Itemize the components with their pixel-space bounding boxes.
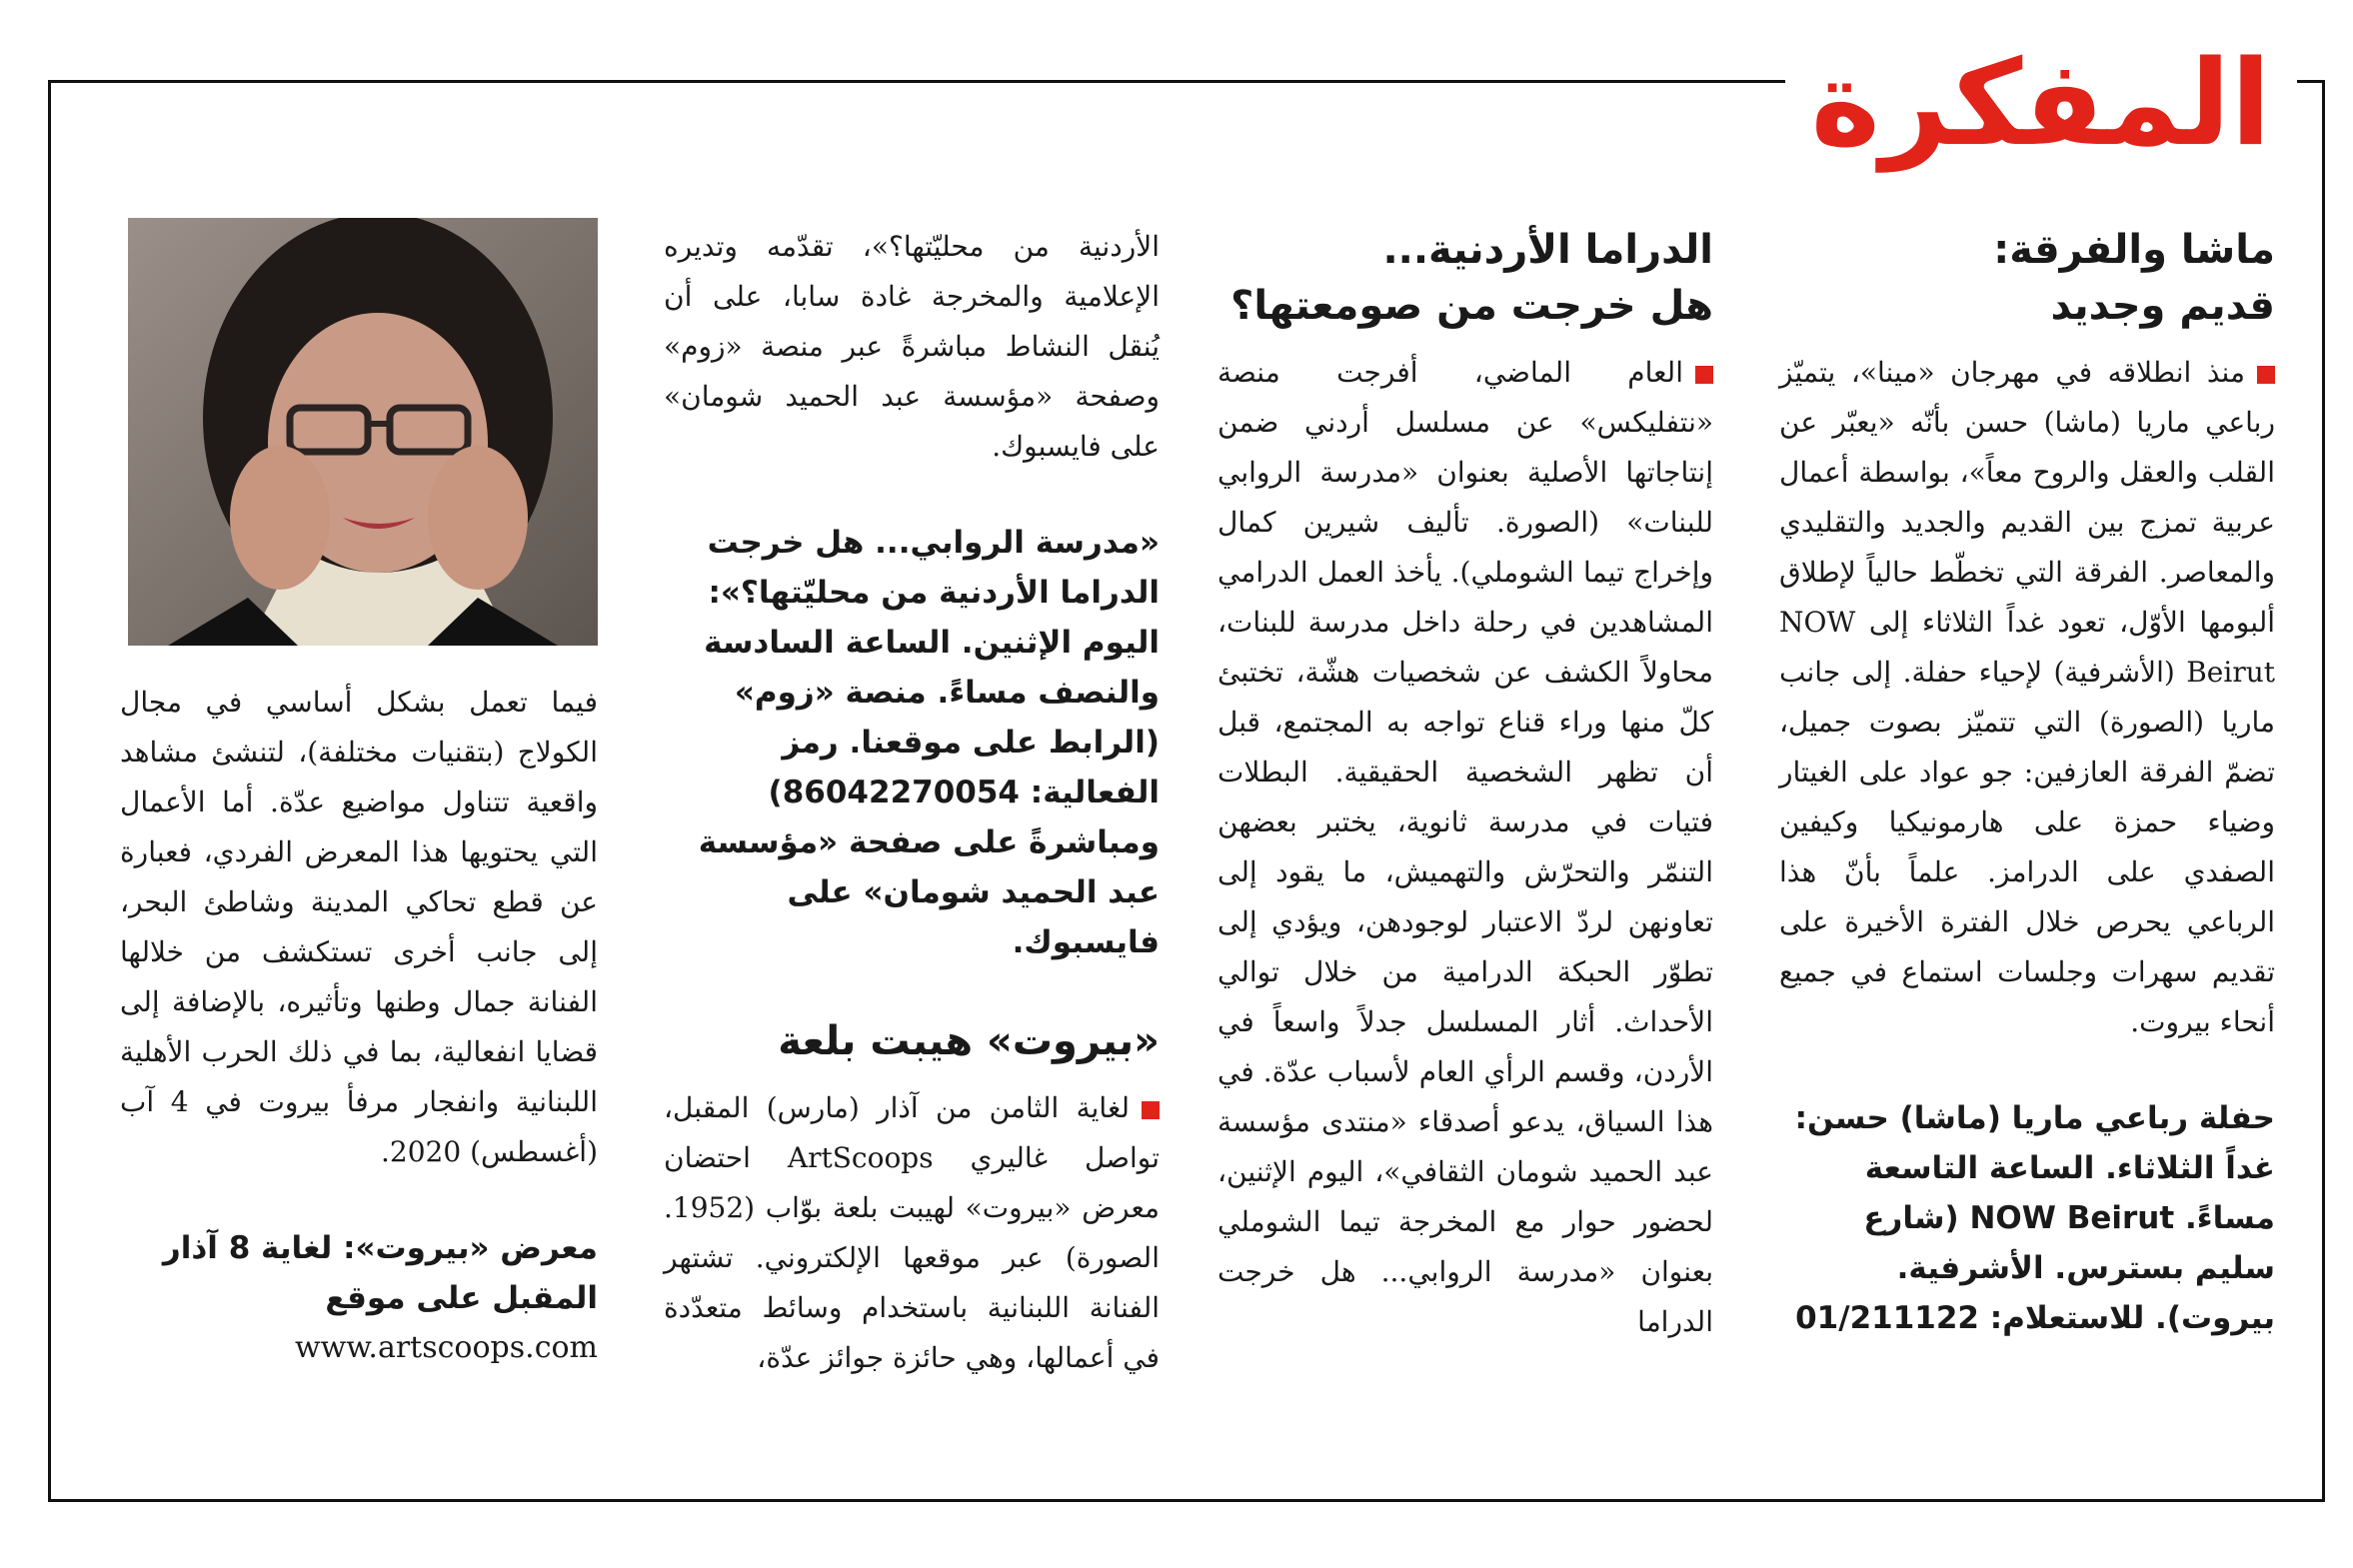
- event-info: معرض «بيروت»: لغاية 8 آذار المقبل على موقع: [162, 1230, 598, 1316]
- column-four: [120, 678, 598, 1373]
- article-body: منذ انطلاقه في مهرجان «مينا»، يتميّز رباعي ماريا (ماشا) حسن بأنّه «يعبّر عن القلب والعقل والروح معاً»، بواسطة أعمال عربية تمزج بين القديم والجديد والتقليدي والمعاصر. الفرقة التي تخطّط حالياً لإطلاق ألبومها الأوّل، تعود غداً الثلاثاء إلى NOW Beirut (الأشرفية) لإحياء حفلة. إلى جانب ماريا (الصورة) التي تتميّز بصوت جميل، تضمّ الفرقة العازفين: جو عواد على الغيتار وضياء حمزة على هارمونيكيا وكيفين الصفدي على الدرامز. علماً بأنّ هذا الرباعي يحرص خلال الفترة الأخيرة على تقديم سهرات وجلسات استماع في جميع أنحاء بيروت.: [1779, 356, 2275, 1038]
- article-headline: «بيروت» هيبت بلعة: [778, 1018, 1160, 1064]
- event-info: «مدرسة الروابي... هل خرجت الدراما الأردنية من محليّتها؟»: اليوم الإثنين. الساعة السادسة والنصف مساءً. منصة «زوم» (الرابط على موقعنا. رمز الفعالية: 86042270054) ومباشرةً على صفحة «مؤسسة عبد الحميد شومان» على فايسبوك.: [698, 525, 1160, 960]
- portrait-photo: [128, 218, 598, 646]
- article-jordan-drama: [1217, 222, 1713, 1347]
- event-info: حفلة رباعي ماريا (ماشا) حسن: غداً الثلاثاء. الساعة التاسعة مساءً. NOW Beirut (شارع سليم بسترس. الأشرفية. بيروت). للاستعلام: 01/211122: [1794, 1100, 2275, 1336]
- red-square-bullet-icon: [1695, 366, 1713, 384]
- article-body: لغاية الثامن من آذار (مارس) المقبل، تواصل غاليري ArtScoops احتضان معرض «بيروت» لهيبت بلعة بوّاب (1952. الصورة) عبر موقعها الإلكتروني. تشتهر الفنانة اللبنانية باستخدام وسائط متعدّدة في أعمالها، وهي حائزة جوائز عدّة،: [664, 1091, 1161, 1374]
- article-masha: [1779, 222, 2275, 1343]
- article-body: العام الماضي، أفرجت منصة «نتفليكس» عن مسلسل أردني ضمن إنتاجاتها الأصلية بعنوان «مدرسة الروابي للبنات» (الصورة. تأليف شيرين كمال وإخراج تيما الشوملي). يأخذ العمل الدرامي المشاهدين في رحلة داخل مدرسة للبنات، محاولاً الكشف عن شخصيات هشّة، تختبئ كلّ منها وراء قناع تواجه به المجتمع، قبل أن تظهر الشخصية الحقيقية. البطلات فتيات في مدرسة ثانوية، يختبر بعضهن التنمّر والتحرّش والتهميش، ما يقود إلى تعاونهن لردّ الاعتبار لوجودهن، ويؤدي إلى تطوّر الحبكة الدرامية من خلال توالي الأحداث. أثار المسلسل جدلاً واسعاً في الأردن، وقسم الرأي العام لأسباب عدّة. في هذا السياق، يدعو أصدقاء «منتدى مؤسسة عبد الحميد شومان الثقافي»، اليوم الإثنين، لحضور حوار مع المخرجة تيما الشوملي بعنوان «مدرسة الروابي... هل خرجت الدراما: [1217, 356, 1713, 1338]
- portrait-photo-icon: [128, 218, 598, 646]
- article-body-continued: الأردنية من محليّتها؟»، تقدّمه وتديره الإعلامية والمخرجة غادة سابا، على أن يُنقل النشاط مباشرةً عبر منصة «زوم» وصفحة «مؤسسة عبد الحميد شومان» على فايسبوك.: [664, 230, 1160, 463]
- column-three: [664, 222, 1160, 1383]
- article-body-continued: فيما تعمل بشكل أساسي في مجال الكولاج (بتقنيات مختلفة)، لتنشئ مشاهد واقعية تتناول مواضيع عدّة. أما الأعمال التي يحتويها هذا المعرض الفردي، فعبارة عن قطع تحاكي المدينة وشاطئ البحر، إلى جانب أخرى تستكشف من خلالها الفنانة جمال وطنها وتأثيره، بالإضافة إلى قضايا انفعالية، بما في ذلك الحرب الأهلية اللبنانية وانفجار مرفأ بيروت في 4 آب (أغسطس) 2020.: [120, 686, 598, 1168]
- website-link[interactable]: www.artscoops.com: [294, 1330, 598, 1365]
- masthead-title: المفكرة: [1785, 38, 2297, 168]
- article-headline: الدراما الأردنية... هل خرجت من صومعتها؟: [1230, 227, 1713, 329]
- red-square-bullet-icon: [2257, 366, 2275, 384]
- red-square-bullet-icon: [1142, 1101, 1160, 1119]
- article-headline: ماشا والفرقة: قديم وجديد: [1993, 227, 2275, 329]
